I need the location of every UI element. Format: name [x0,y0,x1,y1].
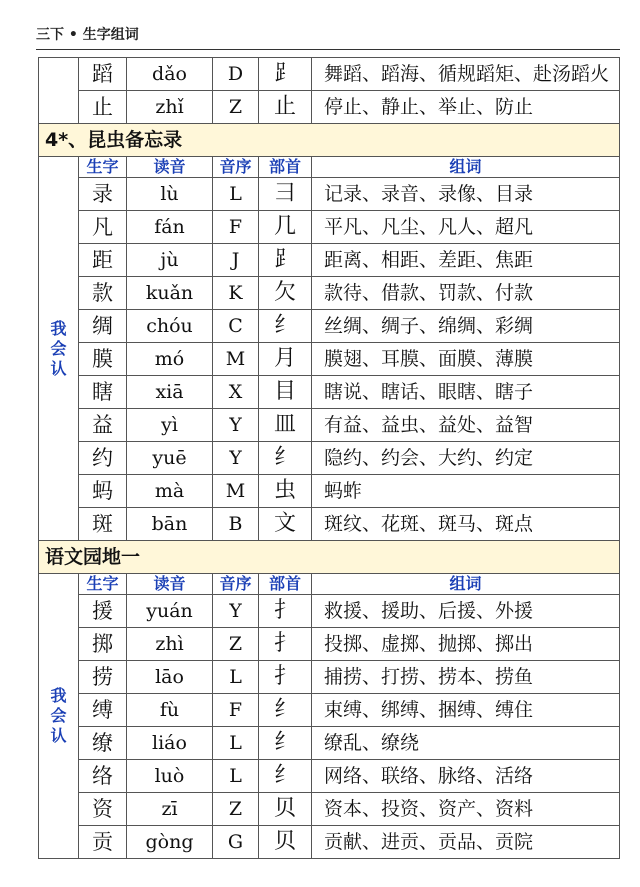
order-cell: Z [213,91,259,124]
char-cell: 蹈 [79,58,127,91]
pinyin-cell: luò [127,760,213,793]
table-row [39,244,620,277]
pinyin-cell: dǎo [127,58,213,91]
order-cell: M [213,343,259,376]
section-title-row [39,124,620,157]
char-cell: 络 [79,760,127,793]
section-title: 4*、昆虫备忘录 [39,124,620,157]
pinyin-cell: mà [127,475,213,508]
order-cell: B [213,508,259,541]
order-cell: Z [213,793,259,826]
column-header: 部首 [259,157,312,178]
section-title-row [39,541,620,574]
column-header: 组词 [312,157,620,178]
words-cell: 距离、相距、差距、焦距 [312,244,620,277]
radical-cell: 纟 [259,694,312,727]
radical-cell: 纟 [259,442,312,475]
table-row [39,760,620,793]
radical-cell: ⻊ [259,58,312,91]
pinyin-cell: liáo [127,727,213,760]
pinyin-cell: jù [127,244,213,277]
table-row [39,727,620,760]
pinyin-cell: gòng [127,826,213,859]
table-row [39,376,620,409]
pinyin-cell: mó [127,343,213,376]
side-label-char: 会 [50,706,67,725]
char-cell: 缭 [79,727,127,760]
pinyin-cell: zhǐ [127,91,213,124]
side-label-char: 会 [50,338,67,358]
table-row [39,277,620,310]
radical-cell: 彐 [259,178,312,211]
radical-cell: 目 [259,376,312,409]
radical-cell: 文 [259,508,312,541]
words-cell: 贡献、进贡、贡品、贡院 [312,826,620,859]
words-cell: 舞蹈、蹈海、循规蹈矩、赴汤蹈火 [312,58,620,91]
radical-cell: ⻊ [259,244,312,277]
column-header-row [39,157,620,178]
char-cell: 捞 [79,661,127,694]
order-cell: F [213,694,259,727]
pinyin-cell: yì [127,409,213,442]
table-row [39,475,620,508]
words-cell: 丝绸、绸子、绵绸、彩绸 [312,310,620,343]
column-header: 生字 [79,574,127,595]
char-cell: 绸 [79,310,127,343]
table-row [39,694,620,727]
char-cell: 斑 [79,508,127,541]
section-side-label [39,58,79,124]
pinyin-cell: chóu [127,310,213,343]
table-row [39,58,620,91]
words-cell: 束缚、绑缚、捆缚、缚住 [312,694,620,727]
words-cell: 资本、投资、资产、资料 [312,793,620,826]
radical-cell: 扌 [259,661,312,694]
side-label-char: 认 [50,726,67,745]
radical-cell: 扌 [259,595,312,628]
radical-cell: 扌 [259,628,312,661]
pinyin-cell: lāo [127,661,213,694]
table-row [39,508,620,541]
table-row [39,793,620,826]
char-cell: 录 [79,178,127,211]
words-cell: 有益、益虫、益处、益智 [312,409,620,442]
words-cell: 瞎说、瞎话、眼瞎、瞎子 [312,376,620,409]
words-cell: 记录、录音、录像、目录 [312,178,620,211]
order-cell: K [213,277,259,310]
order-cell: Y [213,595,259,628]
order-cell: D [213,58,259,91]
pinyin-cell: lù [127,178,213,211]
words-cell: 缭乱、缭绕 [312,727,620,760]
char-cell: 膜 [79,343,127,376]
words-cell: 隐约、约会、大约、约定 [312,442,620,475]
table-row [39,628,620,661]
column-header: 生字 [79,157,127,178]
char-cell: 益 [79,409,127,442]
pinyin-cell: fù [127,694,213,727]
char-cell: 蚂 [79,475,127,508]
words-cell: 停止、静止、举止、防止 [312,91,620,124]
char-cell: 止 [79,91,127,124]
column-header: 部首 [259,574,312,595]
column-header: 音序 [213,157,259,178]
order-cell: C [213,310,259,343]
words-cell: 救援、援助、后援、外援 [312,595,620,628]
words-cell: 斑纹、花斑、斑马、斑点 [312,508,620,541]
header-divider [36,49,620,50]
order-cell: L [213,661,259,694]
table-row [39,91,620,124]
char-cell: 缚 [79,694,127,727]
radical-cell: 皿 [259,409,312,442]
char-cell: 资 [79,793,127,826]
radical-cell: 纟 [259,310,312,343]
side-label-char: 认 [50,358,67,378]
char-cell: 约 [79,442,127,475]
section-side-label [39,157,79,541]
side-label-char: 我 [50,686,67,705]
radical-cell: 欠 [259,277,312,310]
char-cell: 凡 [79,211,127,244]
order-cell: M [213,475,259,508]
table-row [39,409,620,442]
order-cell: Y [213,442,259,475]
order-cell: X [213,376,259,409]
column-header: 读音 [127,157,213,178]
column-header-row [39,574,620,595]
order-cell: L [213,760,259,793]
table-row [39,595,620,628]
char-cell: 款 [79,277,127,310]
pinyin-cell: fán [127,211,213,244]
words-cell: 投掷、虚掷、抛掷、掷出 [312,628,620,661]
side-label-char: 我 [50,318,67,338]
pinyin-cell: yuán [127,595,213,628]
radical-cell: 几 [259,211,312,244]
words-cell: 蚂蚱 [312,475,620,508]
radical-cell: 贝 [259,793,312,826]
pinyin-cell: kuǎn [127,277,213,310]
pinyin-cell: yuē [127,442,213,475]
radical-cell: 止 [259,91,312,124]
table-row [39,343,620,376]
radical-cell: 虫 [259,475,312,508]
vocab-table [38,57,620,859]
page-header-title: 三下 • 生字组词 [36,27,139,43]
order-cell: L [213,727,259,760]
radical-cell: 贝 [259,826,312,859]
words-cell: 膜翅、耳膜、面膜、薄膜 [312,343,620,376]
words-cell: 网络、联络、脉络、活络 [312,760,620,793]
radical-cell: 纟 [259,760,312,793]
pinyin-cell: xiā [127,376,213,409]
table-row [39,310,620,343]
section-side-label [39,574,79,859]
order-cell: Z [213,628,259,661]
table-row [39,826,620,859]
table-row [39,442,620,475]
column-header: 组词 [312,574,620,595]
words-cell: 款待、借款、罚款、付款 [312,277,620,310]
table-row [39,178,620,211]
char-cell: 掷 [79,628,127,661]
char-cell: 贡 [79,826,127,859]
pinyin-cell: zhì [127,628,213,661]
section-title: 语文园地一 [39,541,620,574]
char-cell: 瞎 [79,376,127,409]
words-cell: 捕捞、打捞、捞本、捞鱼 [312,661,620,694]
pinyin-cell: bān [127,508,213,541]
words-cell: 平凡、凡尘、凡人、超凡 [312,211,620,244]
char-cell: 援 [79,595,127,628]
table-row [39,211,620,244]
char-cell: 距 [79,244,127,277]
radical-cell: 纟 [259,727,312,760]
order-cell: Y [213,409,259,442]
order-cell: L [213,178,259,211]
order-cell: J [213,244,259,277]
table-row [39,661,620,694]
order-cell: F [213,211,259,244]
column-header: 音序 [213,574,259,595]
pinyin-cell: zī [127,793,213,826]
column-header: 读音 [127,574,213,595]
radical-cell: 月 [259,343,312,376]
order-cell: G [213,826,259,859]
